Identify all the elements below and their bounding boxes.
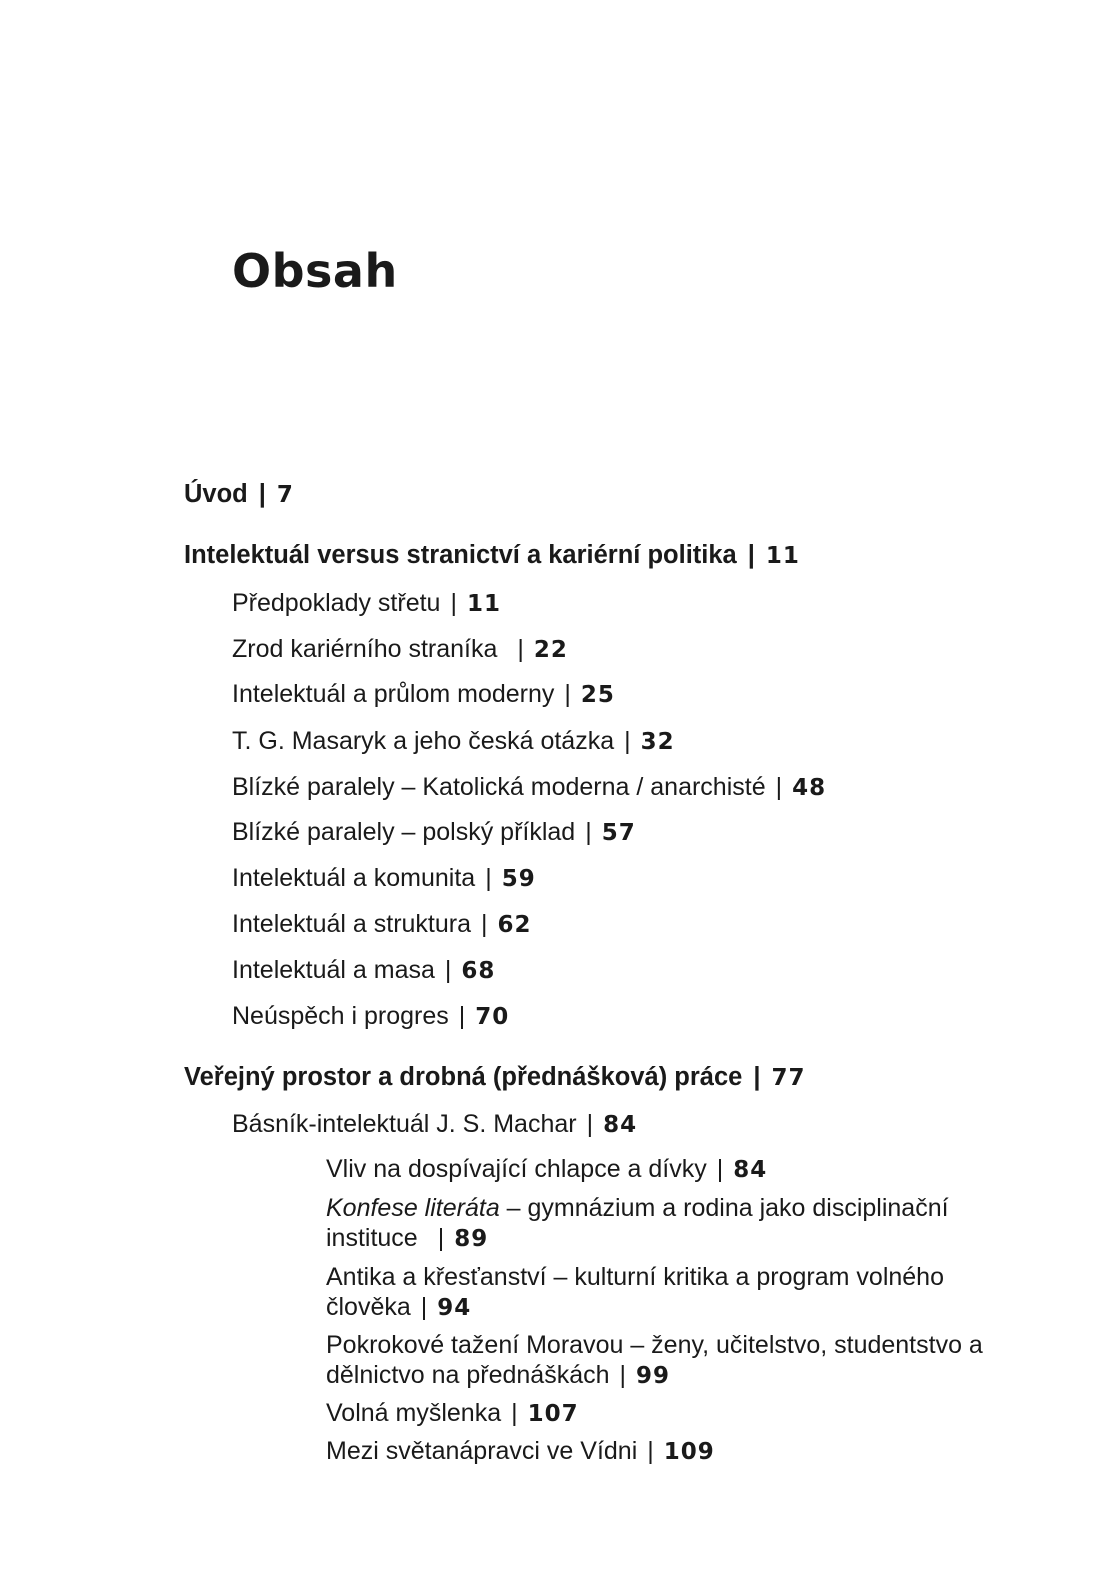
separator: | — [437, 1224, 445, 1252]
toc-entry-section[interactable] — [232, 910, 532, 939]
toc-entry-section[interactable] — [232, 818, 636, 847]
toc-entry-subsection[interactable] — [326, 1330, 1016, 1391]
toc-entry-label: Intelektuál a masa — [232, 956, 435, 984]
separator: | — [511, 1399, 518, 1427]
toc-page-number: 11 — [765, 543, 800, 569]
toc-page-number: 70 — [475, 1004, 510, 1030]
toc-entry-label: Mezi světanápravci ve Vídni — [326, 1437, 638, 1465]
toc-page-number: 11 — [466, 591, 501, 617]
toc-entry-section[interactable] — [232, 1110, 637, 1139]
toc-page-number: 62 — [497, 912, 532, 938]
toc-page-number: 84 — [733, 1157, 768, 1183]
toc-page-number: 84 — [603, 1112, 638, 1138]
toc-entry-label: Zrod kariérního straníka — [232, 635, 498, 663]
separator: | — [586, 1110, 594, 1138]
toc-entry-label: Volná myšlenka — [326, 1399, 502, 1427]
toc-entry-label: Intelektuál a průlom moderny — [232, 680, 555, 708]
toc-entry-section[interactable] — [232, 1002, 509, 1031]
separator: | — [775, 773, 783, 801]
toc-entry-label: Blízké paralely – polský příklad — [232, 818, 576, 846]
toc-page-number: 109 — [663, 1439, 715, 1465]
separator: | — [564, 680, 571, 708]
toc-entry-subsection[interactable] — [326, 1193, 1016, 1254]
toc-entry-label-italic: Konfese literáta — [326, 1194, 500, 1222]
toc-entry-section[interactable] — [232, 956, 495, 985]
toc-entry-label: Intelektuál a struktura — [232, 910, 472, 938]
separator: | — [647, 1437, 654, 1465]
toc-entry-subsection[interactable] — [326, 1398, 1016, 1429]
separator: | — [753, 1063, 761, 1091]
toc-entry-chapter-2[interactable] — [184, 1063, 806, 1092]
toc-entry-label: Pokrokové tažení Moravou – ženy, učitelstvo, studentstvo a dělnictvo na přednáškách — [326, 1331, 983, 1389]
toc-entry-section[interactable] — [232, 864, 536, 893]
toc-page-number: 48 — [792, 775, 827, 801]
separator: | — [458, 1002, 466, 1030]
toc-page-number: 22 — [533, 637, 568, 663]
toc-page-number: 99 — [636, 1363, 671, 1389]
toc-page-number: 32 — [640, 729, 675, 755]
separator: | — [485, 864, 492, 892]
toc-page-number: 57 — [601, 820, 636, 846]
toc-entry-section[interactable] — [232, 635, 568, 664]
separator: | — [619, 1361, 627, 1389]
page-title: Obsah — [232, 244, 398, 298]
toc-entry-label: Neúspěch i progres — [232, 1002, 449, 1030]
separator: | — [517, 635, 524, 663]
toc-entry-label: Básník-intelektuál J. S. Machar — [232, 1110, 577, 1138]
toc-entry-label: Antika a křesťanství – kulturní kritika a program volného člověka — [326, 1263, 944, 1321]
toc-entry-section[interactable] — [232, 680, 615, 709]
toc-entry-section[interactable] — [232, 727, 675, 756]
toc-page-number: 77 — [771, 1065, 806, 1091]
toc-page-number: 68 — [461, 958, 496, 984]
toc-entry-label: Intelektuál a komunita — [232, 864, 476, 892]
separator: | — [747, 541, 755, 569]
toc-entry-label: – gymnázium a rodina jako disciplinační instituce — [326, 1194, 949, 1252]
toc-entry-subsection[interactable] — [326, 1262, 1016, 1323]
toc-entry-label: Intelektuál versus stranictví a kariérní politika — [184, 541, 737, 569]
separator: | — [450, 589, 457, 617]
toc-entry-subsection[interactable] — [326, 1436, 1016, 1467]
toc-page-number: 59 — [501, 866, 536, 892]
toc-page-number: 94 — [437, 1295, 472, 1321]
separator: | — [624, 727, 631, 755]
toc-entry-section[interactable] — [232, 589, 501, 618]
toc-entry-label: Vliv na dospívající chlapce a dívky — [326, 1155, 707, 1183]
toc-entry-uvod[interactable] — [184, 480, 294, 509]
separator: | — [716, 1155, 724, 1183]
separator: | — [444, 956, 452, 984]
toc-entry-label: Veřejný prostor a drobná (přednášková) práce — [184, 1063, 743, 1091]
toc-page-number: 89 — [454, 1226, 489, 1252]
toc-entry-subsection[interactable] — [326, 1154, 1016, 1185]
separator: | — [585, 818, 592, 846]
toc-page-number: 107 — [527, 1401, 579, 1427]
toc-entry-label: Blízké paralely – Katolická moderna / anarchisté — [232, 773, 766, 801]
toc-entry-label: Předpoklady střetu — [232, 589, 441, 617]
toc-entry-label: Úvod — [184, 480, 248, 508]
toc-entry-section[interactable] — [232, 773, 826, 802]
toc-entry-chapter-1[interactable] — [184, 541, 800, 570]
separator: | — [481, 910, 488, 938]
separator: | — [258, 480, 266, 508]
toc-page-number: 7 — [276, 482, 294, 508]
toc-entry-label: T. G. Masaryk a jeho česká otázka — [232, 727, 615, 755]
toc-page-number: 25 — [580, 682, 615, 708]
separator: | — [420, 1293, 428, 1321]
